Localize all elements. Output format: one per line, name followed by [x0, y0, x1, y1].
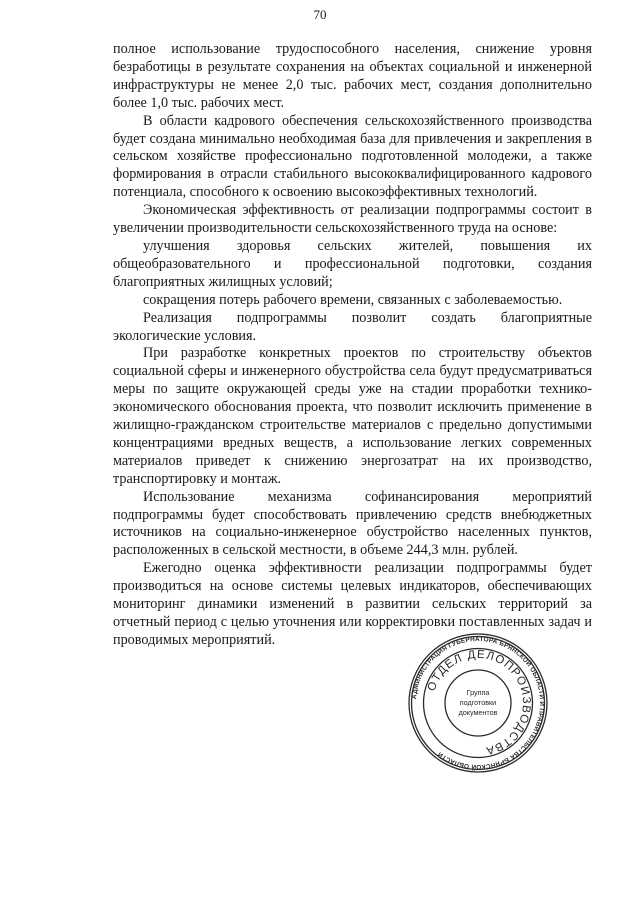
stamp-center-line: Группа: [466, 688, 490, 697]
paragraph: Экономическая эффективность от реализации подпрограммы состоит в увеличении производительности сельскохозяйственного труда на основе:: [113, 202, 592, 237]
stamp-center-line: документов: [458, 708, 498, 717]
office-stamp: [407, 632, 549, 774]
paragraph: Ежегодно оценка эффективности реализации подпрограммы будет производиться на основе системы целевых индикаторов, обеспечивающих мониторинг динамики изменений в развитии сельских территорий за отчетный период с целью уточнения или корректировки поставленных задач и проводимых мероприятий.: [113, 560, 592, 648]
paragraph: В области кадрового обеспечения сельскохозяйственного производства будет создана минимально необходимая база для привлечения и закрепления в сельском хозяйстве профессионально подготовленной молодежи, а также формирования в отрасли стабильного высококвалифицированного кадрового потенциала, способного к освоению высокоэффективных технологий.: [113, 112, 592, 201]
stamp-center-line: подготовки: [459, 698, 497, 707]
paragraph: полное использование трудоспособного населения, снижение уровня безработицы в результате сохранения на объектах социальной и инженерной инфраструктуры не менее 2,0 тыс. рабочих мест, создания дополнительно более 1,0 тыс. рабочих мест.: [113, 41, 592, 111]
paragraph: При разработке конкретных проектов по строительству объектов социальной сферы и инженерного обустройства села будут предусматриваться меры по защите окружающей среды уже на стадии проработки технико-экономического обоснования проекта, что позволит исключить применение в жилищно-гражданском строительстве материалов с предельно допустимыми концентрациями вредных веществ, а использование легких современных материалов приведет к снижению энергозатрат на их производство, транспортировку и монтаж.: [113, 345, 592, 487]
paragraph: Реализация подпрограммы позволит создать благоприятные экологические условия.: [113, 309, 592, 344]
paragraph: улучшения здоровья сельских жителей, повышения их общеобразовательного и профессиональной подготовки, создания благоприятных жилищных условий;: [113, 237, 592, 290]
paragraph: Использование механизма софинансирования мероприятий подпрограммы будет способствовать привлечению средств внебюджетных источников на социально-инженерное обустройство населенных пунктов, расположенных в сельской местности, в объеме 244,3 млн. рублей.: [113, 488, 592, 559]
document-body: [113, 41, 592, 650]
stamp-middle-text: ОТДЕЛ ДЕЛОПРОИЗВОДСТВА: [425, 648, 533, 757]
stamp-outer-text: АДМИНИСТРАЦИЯ ГУБЕРНАТОРА БРЯНСКОЙ ОБЛАСТИ И ПРАВИТЕЛЬСТВА БРЯНСКОЙ ОБЛАСТИ: [411, 635, 546, 771]
paragraph: сокращения потерь рабочего времени, связанных с заболеваемостью.: [143, 291, 563, 308]
page-number: 70: [313, 7, 327, 22]
